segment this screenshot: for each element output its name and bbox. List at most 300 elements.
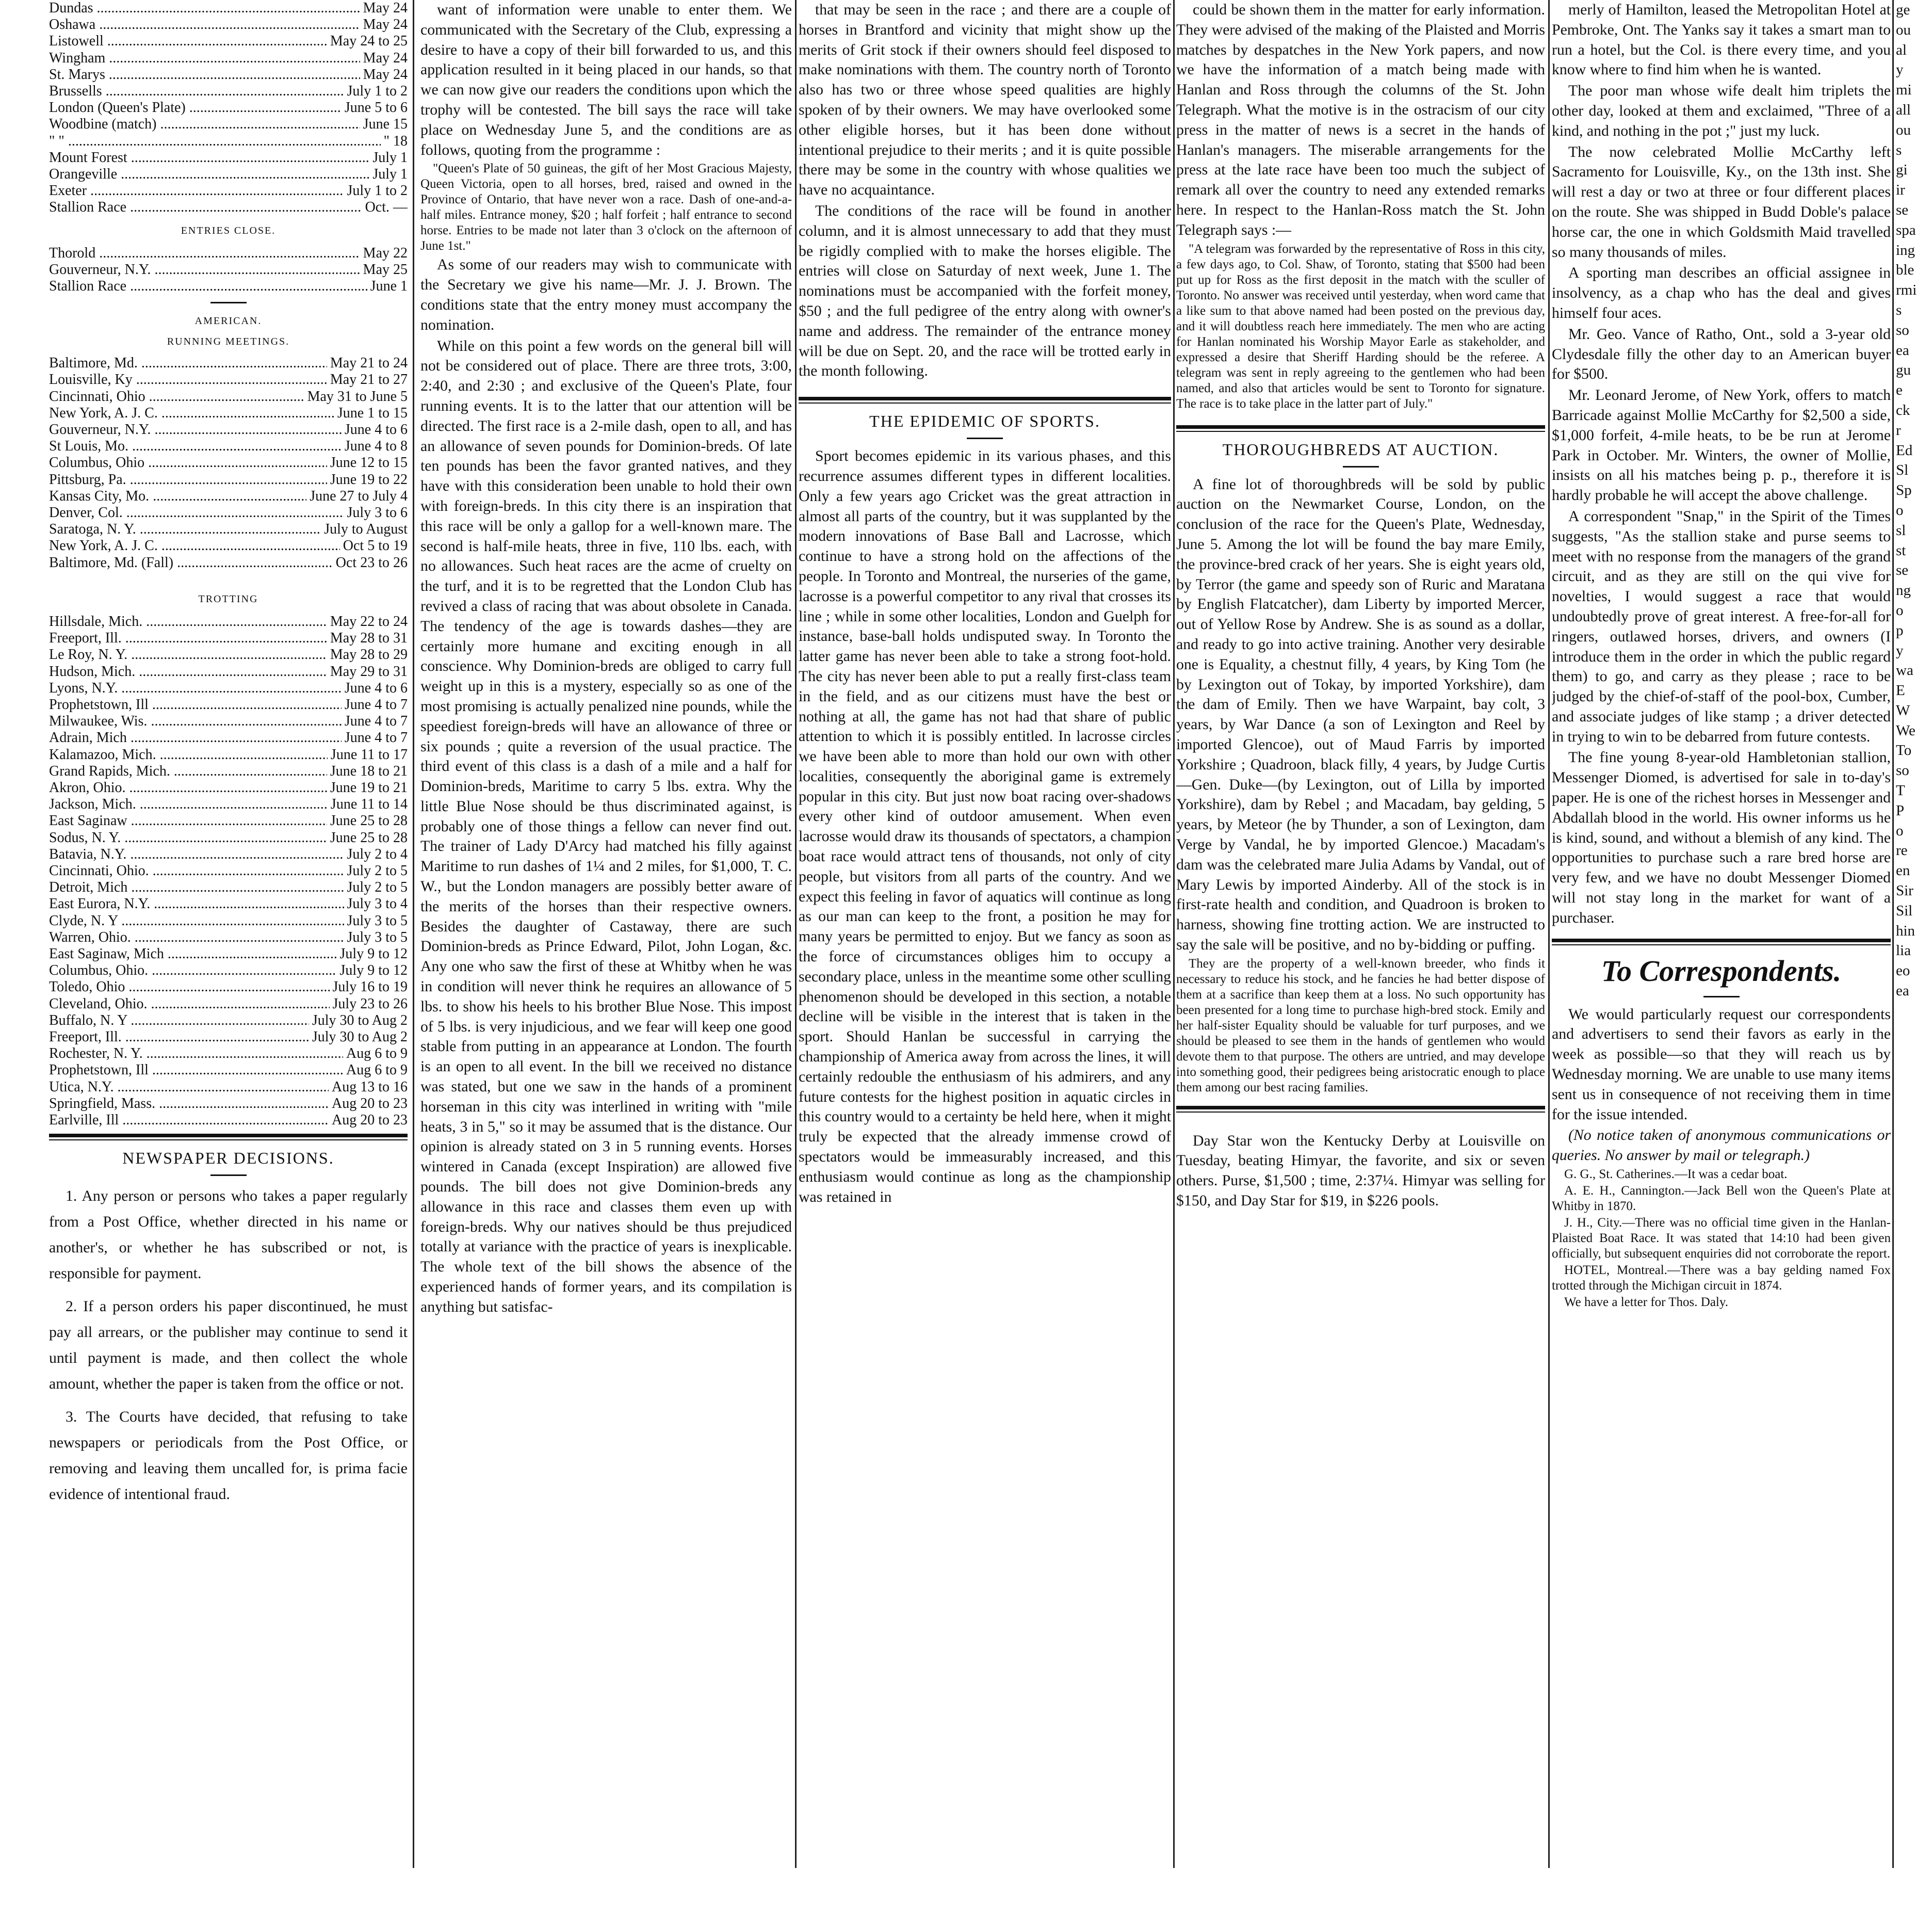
fixture-dates: May 31 to June 5 [304, 389, 408, 405]
fixture-dates: Aug 6 to 9 [343, 1045, 408, 1062]
fixture-place: Wingham ..... [49, 50, 360, 67]
fixture-dates: June 1 [367, 278, 408, 295]
fixture-row [49, 67, 408, 83]
fixture-place: New York, A. J. C. ..... [49, 405, 334, 422]
fixture-dates: Oct 23 to 26 [333, 555, 408, 571]
fixture-place: Akron, Ohio. ..... [49, 780, 327, 796]
anonymous-notice: (No notice taken of anonymous communications or queries. No answer by mail or telegraph.) [1552, 1126, 1891, 1164]
fixture-dates: June 1 to 15 [334, 405, 408, 422]
text-fragment: all [1896, 101, 1911, 118]
fixture-place: Freeport, Ill. ..... [49, 630, 327, 647]
fixture-row [49, 472, 408, 488]
fixture-row [49, 747, 408, 763]
fixture-dates: May 24 [360, 50, 408, 67]
to-correspondents-heading: To Correspondents. [1601, 954, 1842, 988]
fixture-row [49, 614, 408, 630]
fixture-place: Baltimore, Md. ..... [49, 355, 327, 372]
fixture-row [49, 846, 408, 863]
fixture-place: Buffalo, N. Y ..... [49, 1012, 309, 1029]
fixture-dates: May 28 to 29 [327, 647, 408, 663]
fixture-dates: June 25 to 28 [327, 830, 408, 846]
text-fragment: wa [1896, 662, 1913, 679]
fixture-dates: May 24 [360, 0, 408, 17]
article-body [420, 0, 792, 160]
fixture-place: Orangeville ..... [49, 166, 369, 183]
fixture-dates: June 11 to 14 [328, 796, 408, 813]
fixture-row [49, 830, 408, 846]
fixture-dates: July 1 [369, 166, 408, 183]
newspaper-decisions-body [49, 1183, 408, 1507]
auction-body: A fine lot of thoroughbreds will be sold by public auction on the Newmarket Course, London, on the conclusion of the race for the Queen's Plate, Wednesday, June 5. Among the lot will be found the bay mare Emily, the province-bred crack of her years. She is eight years old, by Terror (the game and speedy son of Ruric and Maratana by English Flatcatcher), dam Liberty by imported Mercer, out of Yellow Rose by Andrew. She is as sound as a dollar, and ready to go into active training. Another very desirable one is Equality, a chestnut filly, 4 years, by King Tom (he by Lexington out of Tokay, by imported Yorkshire), dam the dam of Emily. Then we have Warpaint, bay colt, 3 years, by War Dance (a son of Lexington and Reel by imported Glencoe), out of Maud Farris by imported Yorkshire ; Quadroon, black filly, 4 years, by Judge Curtis—Gen. Duke—(by Lexington, out of Lilla by imported Yorkshire), dam by Rebel ; and Macadam, bay gelding, 5 years, by Meteor (he by Thunder, a son of Lexington, dam Verge by Vandal, he by imported Glencoe.) Macadam's dam was the celebrated mare Julia Adams by Vandal, out of Mary Lewis by imported Ainderby. All of the stock is in first-rate health and condition, and Quadroon is broken to harness, showing fine trotting action. We are instructed to say the sale will be positive, and no by-bidding or puffing. [1176, 475, 1545, 953]
fixture-place: Denver, Col. ..... [49, 505, 344, 521]
fixture-place: East Eurora, N.Y. ..... [49, 896, 344, 912]
fixture-row [49, 680, 408, 697]
fixture-place: Baltimore, Md. (Fall) ..... [49, 555, 333, 571]
fixture-place: Toledo, Ohio ..... [49, 979, 330, 995]
fixture-dates: July 1 to 2 [344, 83, 408, 100]
text-fragment: se [1896, 201, 1909, 218]
fixture-row [49, 538, 408, 554]
text-fragment: gi [1896, 162, 1908, 179]
article-body [1176, 0, 1545, 240]
text-fragment: gu [1896, 362, 1911, 379]
divider [210, 302, 247, 303]
paragraph: A correspondent "Snap," in the Spirit of the Times suggests, "As the stallion stake and purse seems to meet with no response from the managers of the grand circuit, and as they are still on the qui vive for novelties, I would suggest a race that would undoubtedly prove of great interest. A free-for-all for ringers, outlawed horses, drivers, and owners (I introduce them in the order in which the public regard them) to go, and carry as they please ; race to be judged by the chief-of-staff of the pool-box, Cumber, and associate judges of like stamp ; a driver detected in trying to win to be debarred from future contests. [1552, 507, 1891, 745]
fixture-dates: July 9 to 12 [337, 962, 408, 979]
paragraph: While on this point a few words on the general bill will not be considered out of place. There are three trots, 3:00, 2:40, and 2:30 ; and exclusive of the Queen's Plate, four running events. It is to the latter that our attention will be directed. The first race is a 2-mile dash, open to all, and has an allowance of seven pounds for Dominion-breds. Of late ten pounds has been the favor granted natives, and they have with this consideration been unable to hold their own with foreign-breds. In this city there is an inspiration that this race will be only a gallop for a well-known mare. The second is half-mile heats, three in five, 110 lbs. each, with no allowances. Such heat races are the acme of cruelty on the turf, and it is to be regretted that the London Club has revived a class of racing that was about obsolete in Canada. The tendency of the age is towards dashes—they are certainly more humane and exciting enough in all conscience. Why Dominion-breds are obliged to carry full weight up in this is a mystery, especially so as one of the most promising is actually penalized nine pounds, while the speediest foreign-breds will have an allowance of three or six pounds ; quite a reversion of the usual practice. The third event of this class is a dash of a mile and a half for Dominion-breds, Maritime to carry 5 lbs. extra. Why the little Blue Nose should be thus discriminated against, is probably one of those things a fellow can never find out. The trainer of Lady D'Arcy had matched his filly against Maritime to run dashes of 1¼ and 2 miles, for $1,000, T. C. W., but the London managers are possibly better aware of the merits of the horses than their respective owners. Besides the daughter of Castaway, there are such Dominion-breds as Prince Edward, Pilot, John Logan, &c. Any one who saw the first of these at Whitby when he was in condition will never think he requires an allowance of 5 lbs. to show his heels to his brother Blue Nose. This impost of 5 lbs. is very injudicious, and we fear will keep one good stable from putting in an appearance at London. The fourth is an open to all event. In the bill we received no distance was stated, but one we saw in the hands of a prominent horseman in this city was interlined in writing with "mile heats, 3 in 5," so it may be assumed that is the distance. Our opinion is already stated on 3 in 5 running events. Horses wintered in Canada (except Inspiration) are allowed five pounds. The bill does not give Dominion-breds any allowance in this race and classes them even up with foreign-breds. Why our natives should be thus prejudiced totally at variance with the practice of years is inexplicable. The whole text of the bill shows the absence of the experienced hands of former years, and its compilation is anything but satisfac- [420, 337, 792, 1315]
fixture-dates: Oct 5 to 19 [340, 538, 408, 554]
text-fragment: so [1896, 762, 1909, 779]
fixture-row [49, 183, 408, 199]
fixture-dates: May 29 to 31 [327, 664, 408, 680]
fixture-dates: June 4 to 7 [342, 713, 408, 730]
fixture-row [49, 1112, 408, 1129]
fixture-row [49, 488, 408, 505]
fixture-dates: June 4 to 6 [342, 422, 408, 438]
paragraph: A sporting man describes an official assignee in insolvency, as a chap who has the deal and gives himself four aces. [1552, 264, 1891, 321]
paragraph: G. G., St. Catherines.—It was a cedar boat. [1564, 1167, 1788, 1182]
notes-body [1552, 0, 1891, 928]
fixture-place: Cincinnati, Ohio ..... [49, 389, 304, 405]
fixture-dates: May 28 to 31 [327, 630, 408, 647]
text-fragment: spa [1896, 221, 1916, 238]
fixture-dates: July 1 [369, 150, 408, 166]
paragraph: A. E. H., Cannington.—Jack Bell won the Queen's Plate at Whitby in 1870. [1552, 1184, 1891, 1214]
fixture-place: Le Roy, N. Y. ..... [49, 647, 327, 663]
fixture-place: Jackson, Mich. ..... [49, 796, 328, 813]
fixture-row [49, 455, 408, 471]
text-fragment: al [1896, 41, 1907, 58]
fixtures-canadian-list [49, 0, 408, 216]
fixture-dates: July 3 to 5 [344, 929, 408, 946]
trotting-heading: TROTTING [198, 593, 258, 605]
text-fragment: re [1896, 842, 1908, 859]
fixture-place: Earlville, Ill ..... [49, 1112, 329, 1129]
fixture-place: London (Queen's Plate) ..... [49, 100, 342, 116]
column-cut-off-edge [1896, 0, 1932, 1917]
fixture-place: Hudson, Mich. ..... [49, 664, 327, 680]
text-fragment: so [1896, 321, 1909, 339]
decision-item: 2. If a person orders his paper discontinued, he must pay all arrears, or the publisher may continue to send it until payment is made, and then collect the whole amount, whether the paper is taken from the office or not. [49, 1298, 408, 1393]
text-fragment: Ed [1896, 442, 1913, 459]
fixture-row [49, 1012, 408, 1029]
fixture-row [49, 150, 408, 166]
fixture-row [49, 713, 408, 730]
article-body [420, 255, 792, 1317]
paragraph: that may be seen in the race ; and there are a couple of horses in Brantford and vicinity that might show up the merits of Grit stock if their owners should feel disposed to make nominations with them. The country north of Toronto also has two or three whose speed qualities are highly spoken of by their owners. We may have overlooked some other eligible horses, but it has been done without intentional prejudice to their merits ; and it is quite possible there may be some in the country with whose qualities we have no acquaintance. [799, 1, 1171, 199]
fixture-row [49, 50, 408, 67]
fixture-place: Utica, N.Y. ..... [49, 1079, 329, 1096]
text-fragment: s [1896, 301, 1902, 318]
fixture-dates: July 2 to 5 [344, 863, 408, 879]
text-fragment: T [1896, 782, 1905, 799]
text-fragment: se [1896, 562, 1909, 579]
fixture-row [49, 647, 408, 663]
fixture-row [49, 1079, 408, 1096]
decision-item: 3. The Courts have decided, that refusing to take newspapers or periodicals from the Post Office, or removing and leaving them uncalled for, is prima facie evidence of intentional fraud. [49, 1408, 408, 1503]
fixture-dates: June 25 to 28 [327, 813, 408, 829]
paragraph: want of information were unable to enter them. We communicated with the Secretary of the Club, expressing a desire to have a copy of their bill forwarded to us, and this application resulted in it being placed in our hands, so that we can now give our readers the conditions upon which the trophy will be contested. The bill says the race will take place on Wednesday June 5, and the conditions are as follows, quoting from the programme : [420, 1, 792, 158]
answers-to-correspondents [1552, 1167, 1891, 1310]
paragraph: merly of Hamilton, leased the Metropolitan Hotel at Pembroke, Ont. The Yanks say it takes a smart man to run a hotel, but the Col. is there every time, and you know where to find him when he is wanted. [1552, 1, 1891, 78]
fixture-row [49, 863, 408, 879]
column-auction [1176, 0, 1545, 1917]
text-fragment: Sir [1896, 882, 1913, 899]
fixture-dates: June 12 to 15 [327, 455, 408, 471]
fixture-row [49, 913, 408, 929]
fixture-row [49, 355, 408, 372]
fixture-dates: May 25 [360, 262, 408, 278]
fixture-dates: July 1 to 2 [344, 183, 408, 199]
text-fragment: ge [1896, 2, 1910, 18]
text-fragment: hin [1896, 922, 1915, 939]
fixture-place: Columbus, Ohio. ..... [49, 962, 337, 979]
text-fragment: Sp [1896, 482, 1912, 499]
fixture-row [49, 166, 408, 183]
fixture-row [49, 780, 408, 796]
fixture-place: Brussells ..... [49, 83, 344, 100]
fixture-row [49, 116, 408, 133]
fixture-row [49, 17, 408, 33]
paragraph: As some of our readers may wish to communicate with the Secretary we give his name—Mr. J. J. Brown. The conditions state that the entry money must accompany the nomination. [420, 256, 792, 333]
text-fragment: s [1896, 141, 1902, 158]
fixture-dates: July 3 to 4 [344, 896, 408, 912]
text-fragment: lia [1896, 942, 1911, 959]
fixture-row [49, 555, 408, 571]
fixture-dates: June 19 to 21 [327, 780, 408, 796]
text-fragment: We [1896, 722, 1915, 739]
text-fragment: o [1896, 602, 1904, 619]
fixture-place: Mount Forest ..... [49, 150, 369, 166]
fixture-place: Dundas ..... [49, 0, 360, 17]
fixture-place: East Saginaw ..... [49, 813, 327, 829]
fixture-row [49, 505, 408, 521]
text-fragment: e [1896, 382, 1903, 399]
divider [1176, 1111, 1545, 1113]
text-fragment: ble [1896, 262, 1914, 279]
text-fragment: ing [1896, 241, 1915, 259]
column-rule [1548, 0, 1550, 1868]
fixture-row [49, 664, 408, 680]
fixture-dates: May 24 [360, 17, 408, 33]
text-fragment: P [1896, 802, 1905, 819]
text-fragment: ou [1896, 21, 1911, 38]
text-fragment: o [1896, 822, 1904, 839]
fixture-place: Stallion Race ..... [49, 278, 367, 295]
text-fragment: rmi [1896, 282, 1917, 299]
fixture-dates: June 27 to July 4 [306, 488, 408, 505]
paragraph: Mr. Geo. Vance of Ratho, Ont., sold a 3-year old Clydesdale filly the other day to an American buyer for $500. [1552, 325, 1891, 383]
fixture-dates: May 24 [360, 67, 408, 83]
fixture-dates: Aug 13 to 16 [329, 1079, 408, 1096]
decision-item: 1. Any person or persons who takes a paper regularly from a Post Office, whether directed in his name or another's, or whether he has subscribed or not, is responsible for payment. [49, 1187, 408, 1282]
fixture-place: Columbus, Ohio ..... [49, 455, 327, 471]
fixture-row [49, 438, 408, 455]
text-fragment: W [1896, 702, 1910, 719]
divider [799, 397, 1171, 400]
fixture-dates: June 18 to 21 [327, 763, 408, 780]
fixture-row [49, 83, 408, 100]
text-fragment: To [1896, 742, 1912, 759]
american-heading: AMERICAN. [194, 315, 262, 327]
fixture-row [49, 730, 408, 746]
fixture-dates: May 24 to 25 [327, 33, 408, 50]
fixture-place: Lyons, N.Y. ..... [49, 680, 342, 697]
text-fragment: r [1896, 422, 1901, 439]
text-fragment: E [1896, 682, 1905, 699]
text-fragment: mi [1896, 82, 1912, 99]
fixture-dates: June 4 to 7 [342, 697, 408, 713]
fixture-place: Pittsburg, Pa. ..... [49, 472, 327, 488]
epidemic-body [799, 446, 1171, 1207]
fixture-dates: June 15 [360, 116, 408, 133]
epidemic-heading: THE EPIDEMIC OF SPORTS. [869, 412, 1100, 431]
fixture-place: Prophetstown, Ill ..... [49, 1062, 343, 1078]
fixture-dates: July 2 to 5 [344, 879, 408, 896]
fixture-place: Sodus, N. Y. ..... [49, 830, 327, 846]
kentucky-derby-item: Day Star won the Kentucky Derby at Louisville on Tuesday, beating Himyar, the favorite, and six or seven others. Purse, $1,500 ; time, 2:37¼. Himyar was selling for $150, and Day Star for $19, in $226 pools. [1176, 1132, 1545, 1210]
fixture-row [49, 33, 408, 50]
fixture-place: Stallion Race ..... [49, 199, 362, 216]
running-meetings-list [49, 355, 408, 571]
fixture-place: Adrain, Mich ..... [49, 730, 342, 746]
fixture-dates: Aug 6 to 9 [343, 1062, 408, 1078]
paragraph: The poor man whose wife dealt him triplets the other day, looked at them and exclaimed, "Three of a kind, and nothing in the pot ;" just my luck. [1552, 82, 1891, 139]
fixture-place: Exeter ..... [49, 183, 344, 199]
column-fixtures [49, 0, 408, 1917]
text-fragment: st [1896, 542, 1906, 559]
divider [1176, 1106, 1545, 1109]
column-epidemic [799, 0, 1171, 1917]
fixture-dates: July 30 to Aug 2 [309, 1029, 408, 1045]
fixture-row [49, 199, 408, 216]
fixture-row [49, 278, 408, 295]
fixture-place: Freeport, Ill. ..... [49, 1029, 309, 1045]
fixture-place: Cincinnati, Ohio. ..... [49, 863, 344, 879]
paragraph: HOTEL, Montreal.—There was a bay gelding named Fox trotted through the Michigan circuit in 1874. [1552, 1263, 1891, 1293]
divider [49, 1134, 408, 1137]
text-fragment: ck [1896, 401, 1910, 418]
divider [1176, 431, 1545, 432]
text-fragment: ir [1896, 182, 1905, 199]
fixture-place: Gouverneur, N.Y. ..... [49, 422, 342, 438]
fixture-row [49, 1062, 408, 1078]
fixture-place: Hillsdale, Mich. ..... [49, 614, 327, 630]
correspondents-body: We would particularly request our correspondents and advertisers to send their favors as early in the week as possible—so that they will reach us by Wednesday morning. We are unable to use many items sent us in consequence of not receiving them in time for the issue intended. [1552, 1005, 1891, 1123]
fixture-place: St. Marys ..... [49, 67, 360, 83]
divider [799, 402, 1171, 404]
fixture-row [49, 630, 408, 647]
fixture-place: Saratoga, N. Y. ..... [49, 521, 321, 538]
paragraph: The conditions of the race will be found in another column, and it is almost unnecessary to add that they must be rigidly complied with to make the horses eligible. The entries will close on Saturday of next week, June 1. The nominations must be accompanied with the forfeit money, $50 ; and the full pedigree of the entry along with owner's name and address. The remainder of the entrance money will be due on Sept. 20, and the race will be trotted early in the month following. [799, 202, 1171, 380]
column-queens-plate [420, 0, 792, 1917]
column-notes [1552, 0, 1891, 1917]
fixture-dates: July 2 to 4 [344, 846, 408, 863]
text-fragment: y [1896, 642, 1904, 659]
fixture-row [49, 697, 408, 713]
paragraph: could be shown them in the matter for early information. They were advised of the making of the Plaisted and Morris matches by despatches in the New York papers, and now we have the information of a match being made with Hanlan and Ross through the columns of the St. John Telegraph. What the motive is in the ostracism of our city press in the matter of news is a secret in the hands of Hanlan's managers. The miserable arrangements for the press at the late race have been too much the subject of remark all over the country to need any extended remarks here. In respect to the Hanlan-Ross match the St. John Telegraph says :— [1176, 1, 1545, 238]
divider [210, 1174, 247, 1176]
fixture-dates: July 3 to 5 [344, 913, 408, 929]
entries-close-heading: ENTRIES CLOSE. [181, 224, 276, 236]
text-fragment: en [1896, 862, 1910, 879]
fixture-dates: June 5 to 6 [342, 100, 408, 116]
text-fragment: Sil [1896, 902, 1913, 919]
fixture-place: New York, A. J. C. ..... [49, 538, 340, 554]
text-fragment: ea [1896, 982, 1909, 1000]
fixture-place: Springfield, Mass. ..... [49, 1096, 329, 1112]
fixture-place: Batavia, N.Y. ..... [49, 846, 344, 863]
auction-body-continued: They are the property of a well-known breeder, who finds it necessary to reduce his stock, and he fancies he had better dispose of them at a sacrifice than keep them at a loss. No such opportunity has been presented for a long time to purchase high-bred stock. Emily and her half-sister Equality should be valuable for turf purposes, and we should be pleased to see them in the hands of gentlemen who would devote them to that purpose. The others are untried, and may develope into something good, their pedigrees being aristocratic enough to place them among our best racing families. [1176, 956, 1545, 1094]
fixture-row [49, 133, 408, 150]
divider [1703, 996, 1740, 997]
fixture-dates: Oct. — [362, 199, 408, 216]
divider [1552, 944, 1891, 945]
cut-off-text-fragments [1896, 0, 1932, 1001]
fixture-row [49, 1096, 408, 1112]
fixture-place: " " ..... [49, 133, 381, 150]
fixture-row [49, 1029, 408, 1045]
fixture-dates: May 22 [360, 245, 408, 262]
fixture-row [49, 422, 408, 438]
fixture-row [49, 262, 408, 278]
paragraph: The fine young 8-year-old Hambletonian stallion, Messenger Diomed, is advertised for sale in to-day's paper. He is one of the richest horses in Messenger and Abdallah blood in the world. His owner informs us he is kind, sound, and without a blemish of any kind. The opportunities to purchase such a rare bred horse are very few, and we have no doubt Messenger Diomed will not stay long in the market for want of a purchaser. [1552, 749, 1891, 926]
fixture-dates: May 21 to 24 [327, 355, 408, 372]
fixture-place: Gouverneur, N.Y. ..... [49, 262, 360, 278]
fixture-row [49, 929, 408, 946]
fixture-row [49, 1045, 408, 1062]
fixture-dates: " 18 [381, 133, 408, 150]
fixture-row [49, 979, 408, 995]
auction-heading: THOROUGHBREDS AT AUCTION. [1222, 440, 1499, 459]
fixture-place: Woodbine (match) ..... [49, 116, 360, 133]
fixture-dates: June 4 to 6 [342, 680, 408, 697]
newspaper-decisions-heading: NEWSPAPER DECISIONS. [122, 1149, 334, 1168]
fixture-dates: May 21 to 27 [327, 372, 408, 388]
fixture-place: Cleveland, Ohio. ..... [49, 996, 330, 1012]
paragraph: J. H., City.—There was no official time given in the Hanlan-Plaisted Boat Race. It was stated that 14:10 had been given officially, but subsequent enquiries did not corroborate the report. [1552, 1216, 1891, 1261]
text-fragment: Sl [1896, 462, 1909, 479]
fixture-place: Detroit, Mich ..... [49, 879, 344, 896]
entries-close-list [49, 245, 408, 295]
fixture-place: East Saginaw, Mich ..... [49, 946, 337, 962]
column-rule [1892, 0, 1894, 1868]
text-fragment: eo [1896, 962, 1910, 979]
fixture-row [49, 996, 408, 1012]
fixture-row [49, 879, 408, 896]
running-meetings-heading: RUNNING MEETINGS. [167, 336, 290, 348]
column-rule [795, 0, 797, 1868]
fixture-row [49, 245, 408, 262]
divider [1552, 939, 1891, 942]
divider [1343, 466, 1379, 468]
fixture-dates: Aug 20 to 23 [329, 1112, 408, 1129]
fixture-dates: June 4 to 7 [342, 730, 408, 746]
fixture-place: Clyde, N. Y ..... [49, 913, 344, 929]
telegraph-quote: "A telegram was forwarded by the representative of Ross in this city, a few days ago, to Col. Shaw, of Toronto, stating that $500 had been put up for Ross as the first deposit in the match with the sculler of Toronto. No answer was received until yesterday, when word came that a like sum to that above named had been posted on the previous day, and it will doubtless reach here immediately. The men who are acting for Hanlan nominated his Worship Mayor Earle as stakeholder, and expressed a desire that Sheriff Harding should be the referee. A telegram was sent in reply agreeing to the gentlemen who had been named, and also that articles would be sent to Toronto for signature. The race is to take place in the latter part of July." [1176, 241, 1545, 411]
paragraph: Mr. Leonard Jerome, of New York, offers to match Barricade against Mollie McCarthy for $2,500 a side, $1,000 forfeit, 4-mile heats, to be be run at Jerome Park in October. Mr. Winters, the owner of Mollie, insists on all his matches being p. p., therefore it is hardly probable he will accept the above challenge. [1552, 386, 1891, 504]
fixture-dates: Aug 20 to 23 [329, 1096, 408, 1112]
fixture-place: Listowell ..... [49, 33, 327, 50]
fixture-row [49, 896, 408, 912]
fixture-dates: June 11 to 17 [328, 747, 408, 763]
fixture-row [49, 796, 408, 813]
text-fragment: y [1896, 61, 1904, 78]
fixture-dates: July 9 to 12 [337, 946, 408, 962]
fixture-place: Milwaukee, Wis. ..... [49, 713, 342, 730]
paragraph: The now celebrated Mollie McCarthy left Sacramento for Louisville, Ky., on the 13th inst. She will rest a day or two at three or four different places on the route. She was shipped in Budd Doble's palace horse car, the one in which Goldsmith Maid travelled so many thousands of miles. [1552, 143, 1891, 261]
fixture-place: Kansas City, Mo. ..... [49, 488, 306, 505]
text-fragment: ou [1896, 121, 1911, 138]
fixture-place: Thorold ..... [49, 245, 360, 262]
text-fragment: ea [1896, 342, 1909, 359]
divider [49, 1139, 408, 1140]
divider [1176, 425, 1545, 429]
fixture-place: Warren, Ohio. ..... [49, 929, 344, 946]
text-fragment: ng [1896, 582, 1911, 599]
text-fragment: sl [1896, 522, 1906, 539]
fixture-row [49, 763, 408, 780]
fixture-place: Rochester, N. Y. ..... [49, 1045, 343, 1062]
fixture-place: Kalamazoo, Mich. ..... [49, 747, 328, 763]
fixture-row [49, 946, 408, 962]
trotting-meetings-list [49, 614, 408, 1129]
fixture-row [49, 521, 408, 538]
fixture-place: Grand Rapids, Mich. ..... [49, 763, 327, 780]
fixture-place: St Louis, Mo. ..... [49, 438, 342, 455]
fixture-row [49, 100, 408, 116]
fixture-place: Oshawa ..... [49, 17, 360, 33]
fixture-dates: July to August [321, 521, 408, 538]
fixture-row [49, 0, 408, 17]
divider [967, 438, 1003, 439]
fixture-dates: July 16 to 19 [330, 979, 408, 995]
fixture-dates: June 19 to 22 [327, 472, 408, 488]
fixture-row [49, 372, 408, 388]
column-rule [413, 0, 414, 1868]
text-fragment: p [1896, 622, 1904, 639]
fixture-row [49, 962, 408, 979]
article-body [799, 0, 1171, 381]
fixture-row [49, 405, 408, 422]
paragraph: We have a letter for Thos. Daly. [1564, 1295, 1729, 1310]
text-fragment: o [1896, 502, 1904, 519]
fixture-row [49, 389, 408, 405]
fixture-place: Louisville, Ky ..... [49, 372, 327, 388]
fixture-dates: July 30 to Aug 2 [309, 1012, 408, 1029]
fixture-dates: July 23 to 26 [330, 996, 408, 1012]
column-rule [1173, 0, 1175, 1868]
